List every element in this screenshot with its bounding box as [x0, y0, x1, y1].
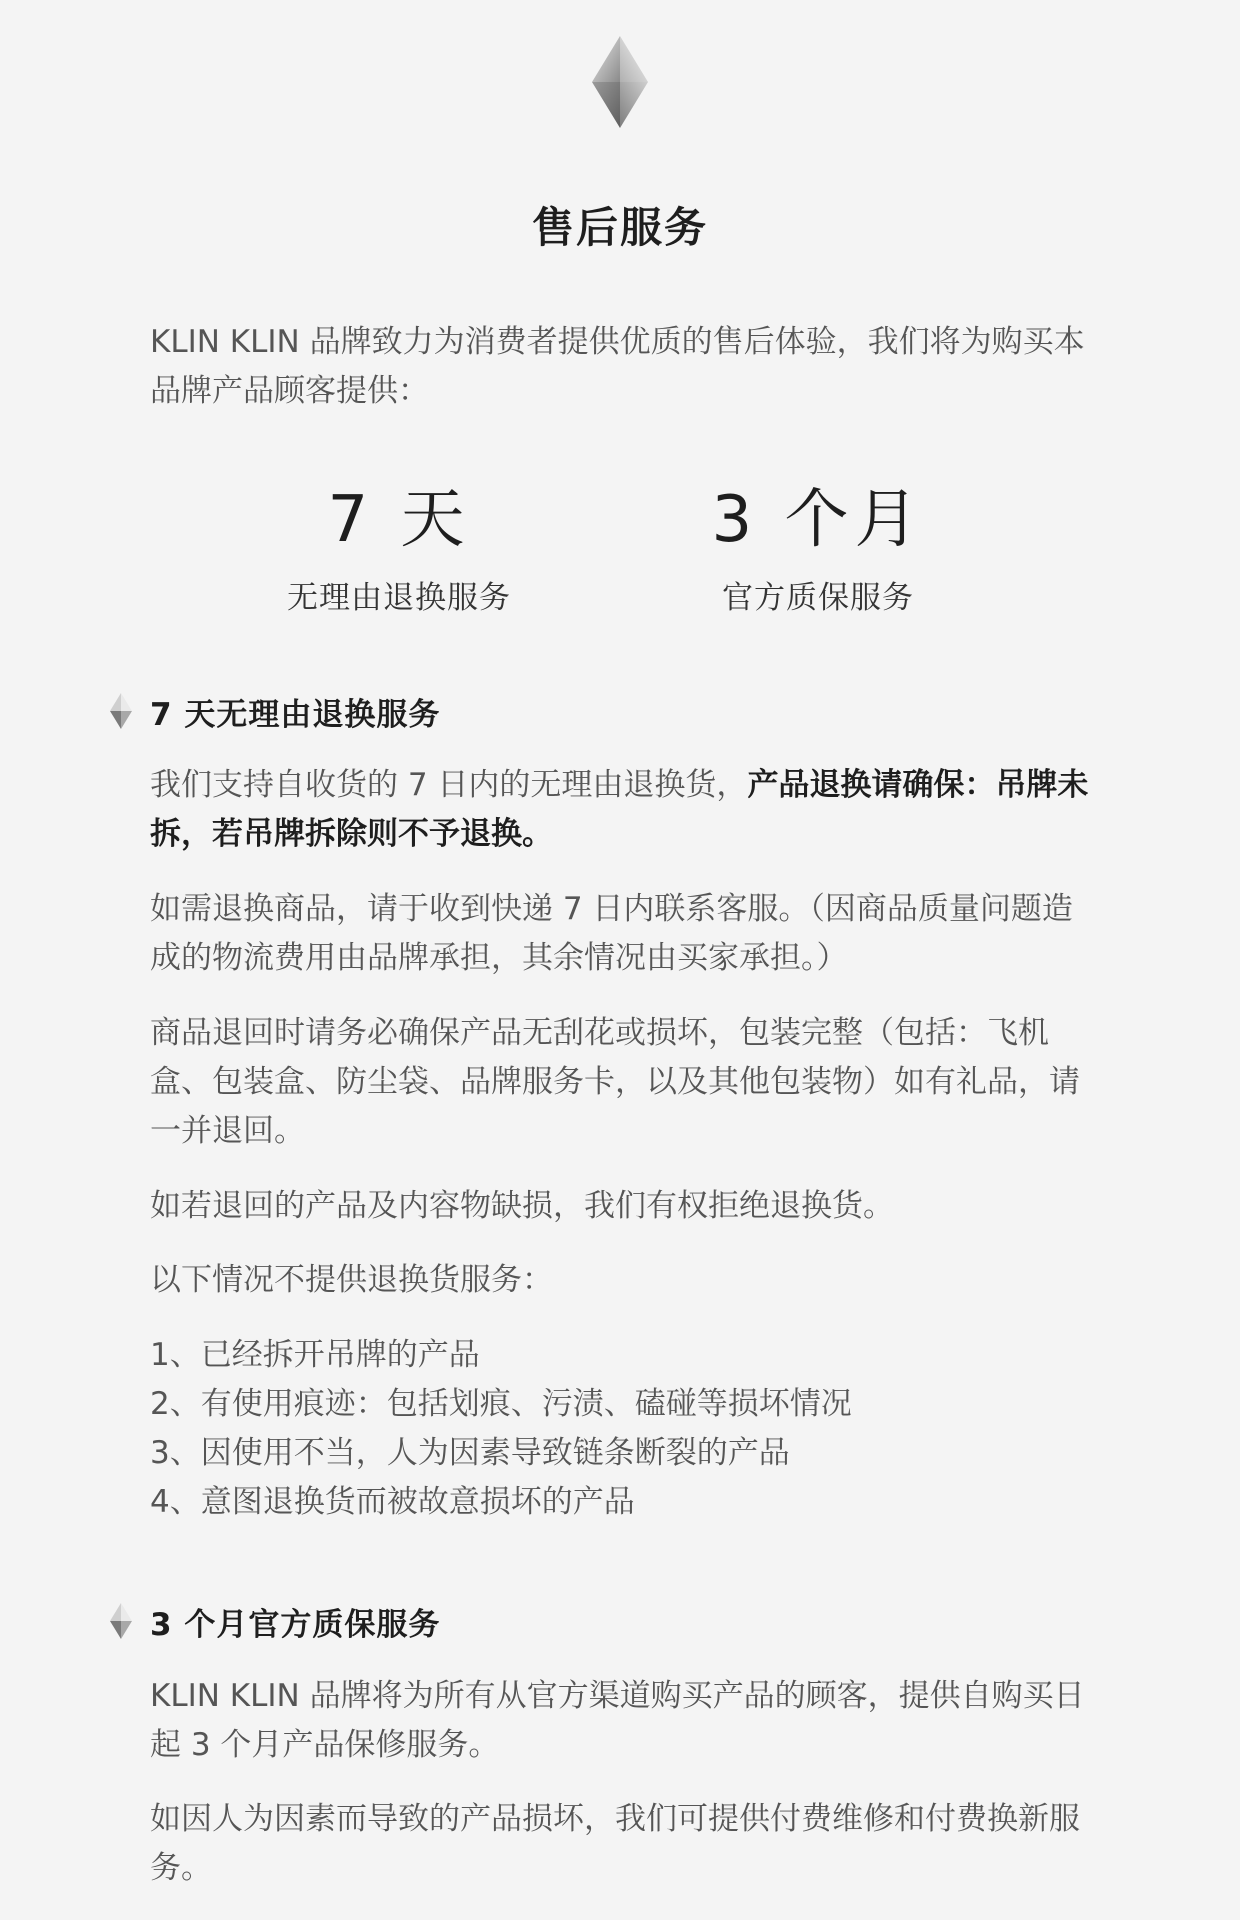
- intro-text: KLIN KLIN 品牌致力为消费者提供优质的售后体验，我们将为购买本品牌产品顾客提供：: [150, 324, 1085, 409]
- warranty-paid-repair-text: 如因人为因素而导致的产品损坏，我们可提供付费维修和付费换新服务。: [150, 1801, 1080, 1886]
- return-exclusions-intro: 以下情况不提供退换货服务：: [150, 1262, 553, 1298]
- section-heading-warranty-label: 3 个月官方质保服务: [150, 1606, 441, 1643]
- list-item: 1、已经拆开吊牌的产品: [150, 1337, 480, 1373]
- return-policy-text-normal: 我们支持自收货的 7 日内的无理由退换货，: [150, 767, 748, 803]
- return-contact-text: 如需退换商品，请于收到快递 7 日内联系客服。（因商品质量问题造成的物流费用由品牌承担，其余情况由买家承担。）: [150, 891, 1073, 976]
- highlight-return-label: 无理由退换服务: [287, 580, 511, 616]
- section-heading-return: [110, 688, 440, 734]
- diamond-bullet-icon: [110, 693, 132, 729]
- list-item: 3、因使用不当，人为因素导致链条断裂的产品: [150, 1435, 790, 1471]
- highlight-return: [239, 480, 559, 618]
- highlight-warranty-value: 3 个月: [711, 483, 925, 557]
- section-heading-return-label: 7 天无理由退换服务: [150, 696, 441, 733]
- diamond-bullet-icon: [110, 1603, 132, 1639]
- return-refusal-text: 如若退回的产品及内容物缺损，我们有权拒绝退换货。: [150, 1188, 894, 1224]
- list-item: 4、意图退换货而被故意损坏的产品: [150, 1484, 635, 1520]
- section-heading-warranty: [110, 1598, 440, 1644]
- return-condition-text: 商品退回时请务必确保产品无刮花或损坏，包装完整（包括：飞机盒、包装盒、防尘袋、品牌服务卡，以及其他包装物）如有礼品，请一并退回。: [150, 1015, 1080, 1149]
- return-policy-text: [150, 761, 1090, 859]
- diamond-logo-icon: [592, 36, 648, 128]
- return-policy-text-strong: 产品退换请确保：吊牌未拆，若吊牌拆除则不予退换。: [150, 767, 1089, 852]
- list-item: 2、有使用痕迹：包括划痕、污渍、磕碰等损坏情况: [150, 1386, 852, 1422]
- return-exclusions-list: [150, 1331, 1090, 1527]
- highlight-warranty: [658, 480, 978, 618]
- warranty-text: KLIN KLIN 品牌将为所有从官方渠道购买产品的顾客，提供自购买日起 3 个月产品保修服务。: [150, 1678, 1085, 1763]
- highlight-warranty-label: 官方质保服务: [722, 580, 914, 616]
- highlight-return-value: 7 天: [327, 483, 471, 557]
- page-title: 售后服务: [531, 203, 708, 252]
